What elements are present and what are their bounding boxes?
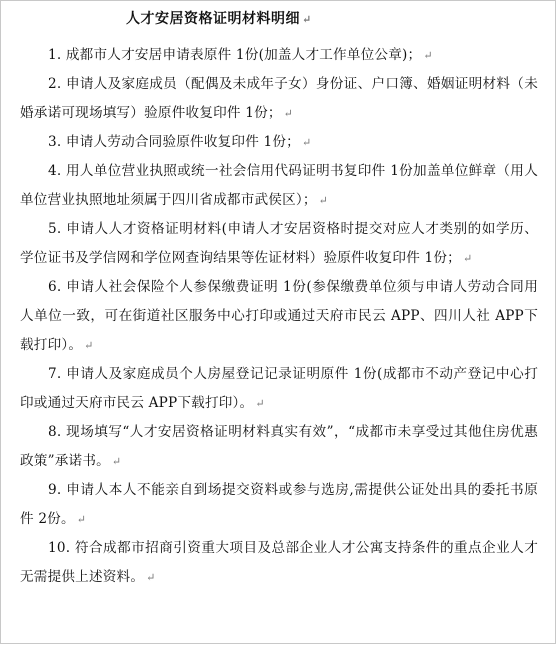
list-item-5 (20, 215, 538, 273)
paragraph-mark-icon: ↵ (84, 339, 94, 352)
document-title (126, 8, 538, 31)
paragraph-mark-icon: ↵ (255, 397, 265, 410)
paragraph-mark-icon: ↵ (111, 455, 122, 468)
list-item-4 (20, 157, 538, 215)
list-item-7 (20, 360, 538, 418)
list-item-text: 1. 成都市人才安居申请表原件 1份(加盖人才工作单位公章)； (48, 47, 422, 63)
paragraph-mark-icon: ↵ (76, 513, 87, 526)
paragraph-mark-icon: ↵ (283, 107, 294, 120)
list-item-text: 6. 申请人社会保险个人参保缴费证明 1份(参保缴费单位须与申请人劳动合同用人单位一致，可在街道社区服务中心打印或通过天府市民云 APP、四川人社 APP下载打印）。 (20, 279, 538, 353)
paragraph-mark-icon: ↵ (462, 252, 473, 265)
paragraph-mark-icon: ↵ (318, 194, 329, 207)
paragraph-mark-icon: ↵ (301, 136, 312, 149)
list-item-3 (20, 128, 538, 157)
list-item-text: 5. 申请人人才资格证明材料(申请人才安居资格时提交对应人才类别的如学历、学位证书及学信网和学位网查询结果等佐证材料）验原件收复印件 1份； (20, 221, 538, 266)
list-item-text: 7. 申请人及家庭成员个人房屋登记记录证明原件 1份(成都市不动产登记中心打印或通过天府市民云 APP下载打印）。 (20, 366, 538, 411)
list-item-9 (20, 476, 538, 534)
list-item-text: 3. 申请人劳动合同验原件收复印件 1份； (48, 134, 300, 150)
list-item-text: 4. 用人单位营业执照或统一社会信用代码证明书复印件 1份加盖单位鲜章（用人单位营业执照地址须属于四川省成都市武侯区）； (20, 163, 538, 208)
document-body (20, 8, 538, 592)
list-item-2 (20, 70, 538, 128)
list-item-text: 2. 申请人及家庭成员（配偶及未成年子女）身份证、户口簿、婚姻证明材料（未婚承诺可现场填写）验原件收复印件 1份； (20, 76, 538, 121)
list-item-1 (20, 41, 538, 70)
paragraph-mark-icon: ↵ (423, 49, 433, 62)
list-item-10 (20, 534, 538, 592)
paragraph-mark-icon: ↵ (302, 13, 312, 26)
list-item-text: 8. 现场填写“人才安居资格证明材料真实有效”，“成都市未享受过其他住房优惠政策”承诺书。 (20, 424, 538, 469)
list-item-8 (20, 418, 538, 476)
list-item-6 (20, 273, 538, 360)
list-item-text: 10. 符合成都市招商引资重大项目及总部企业人才公寓支持条件的重点企业人才无需提供上述资料。 (20, 540, 538, 585)
list-item-text: 9. 申请人本人不能亲自到场提交资料或参与选房,需提供公证处出具的委托书原件 2份。 (20, 482, 538, 527)
document-title-text: 人才安居资格证明材料明细 (126, 11, 300, 27)
paragraph-mark-icon: ↵ (146, 571, 156, 584)
